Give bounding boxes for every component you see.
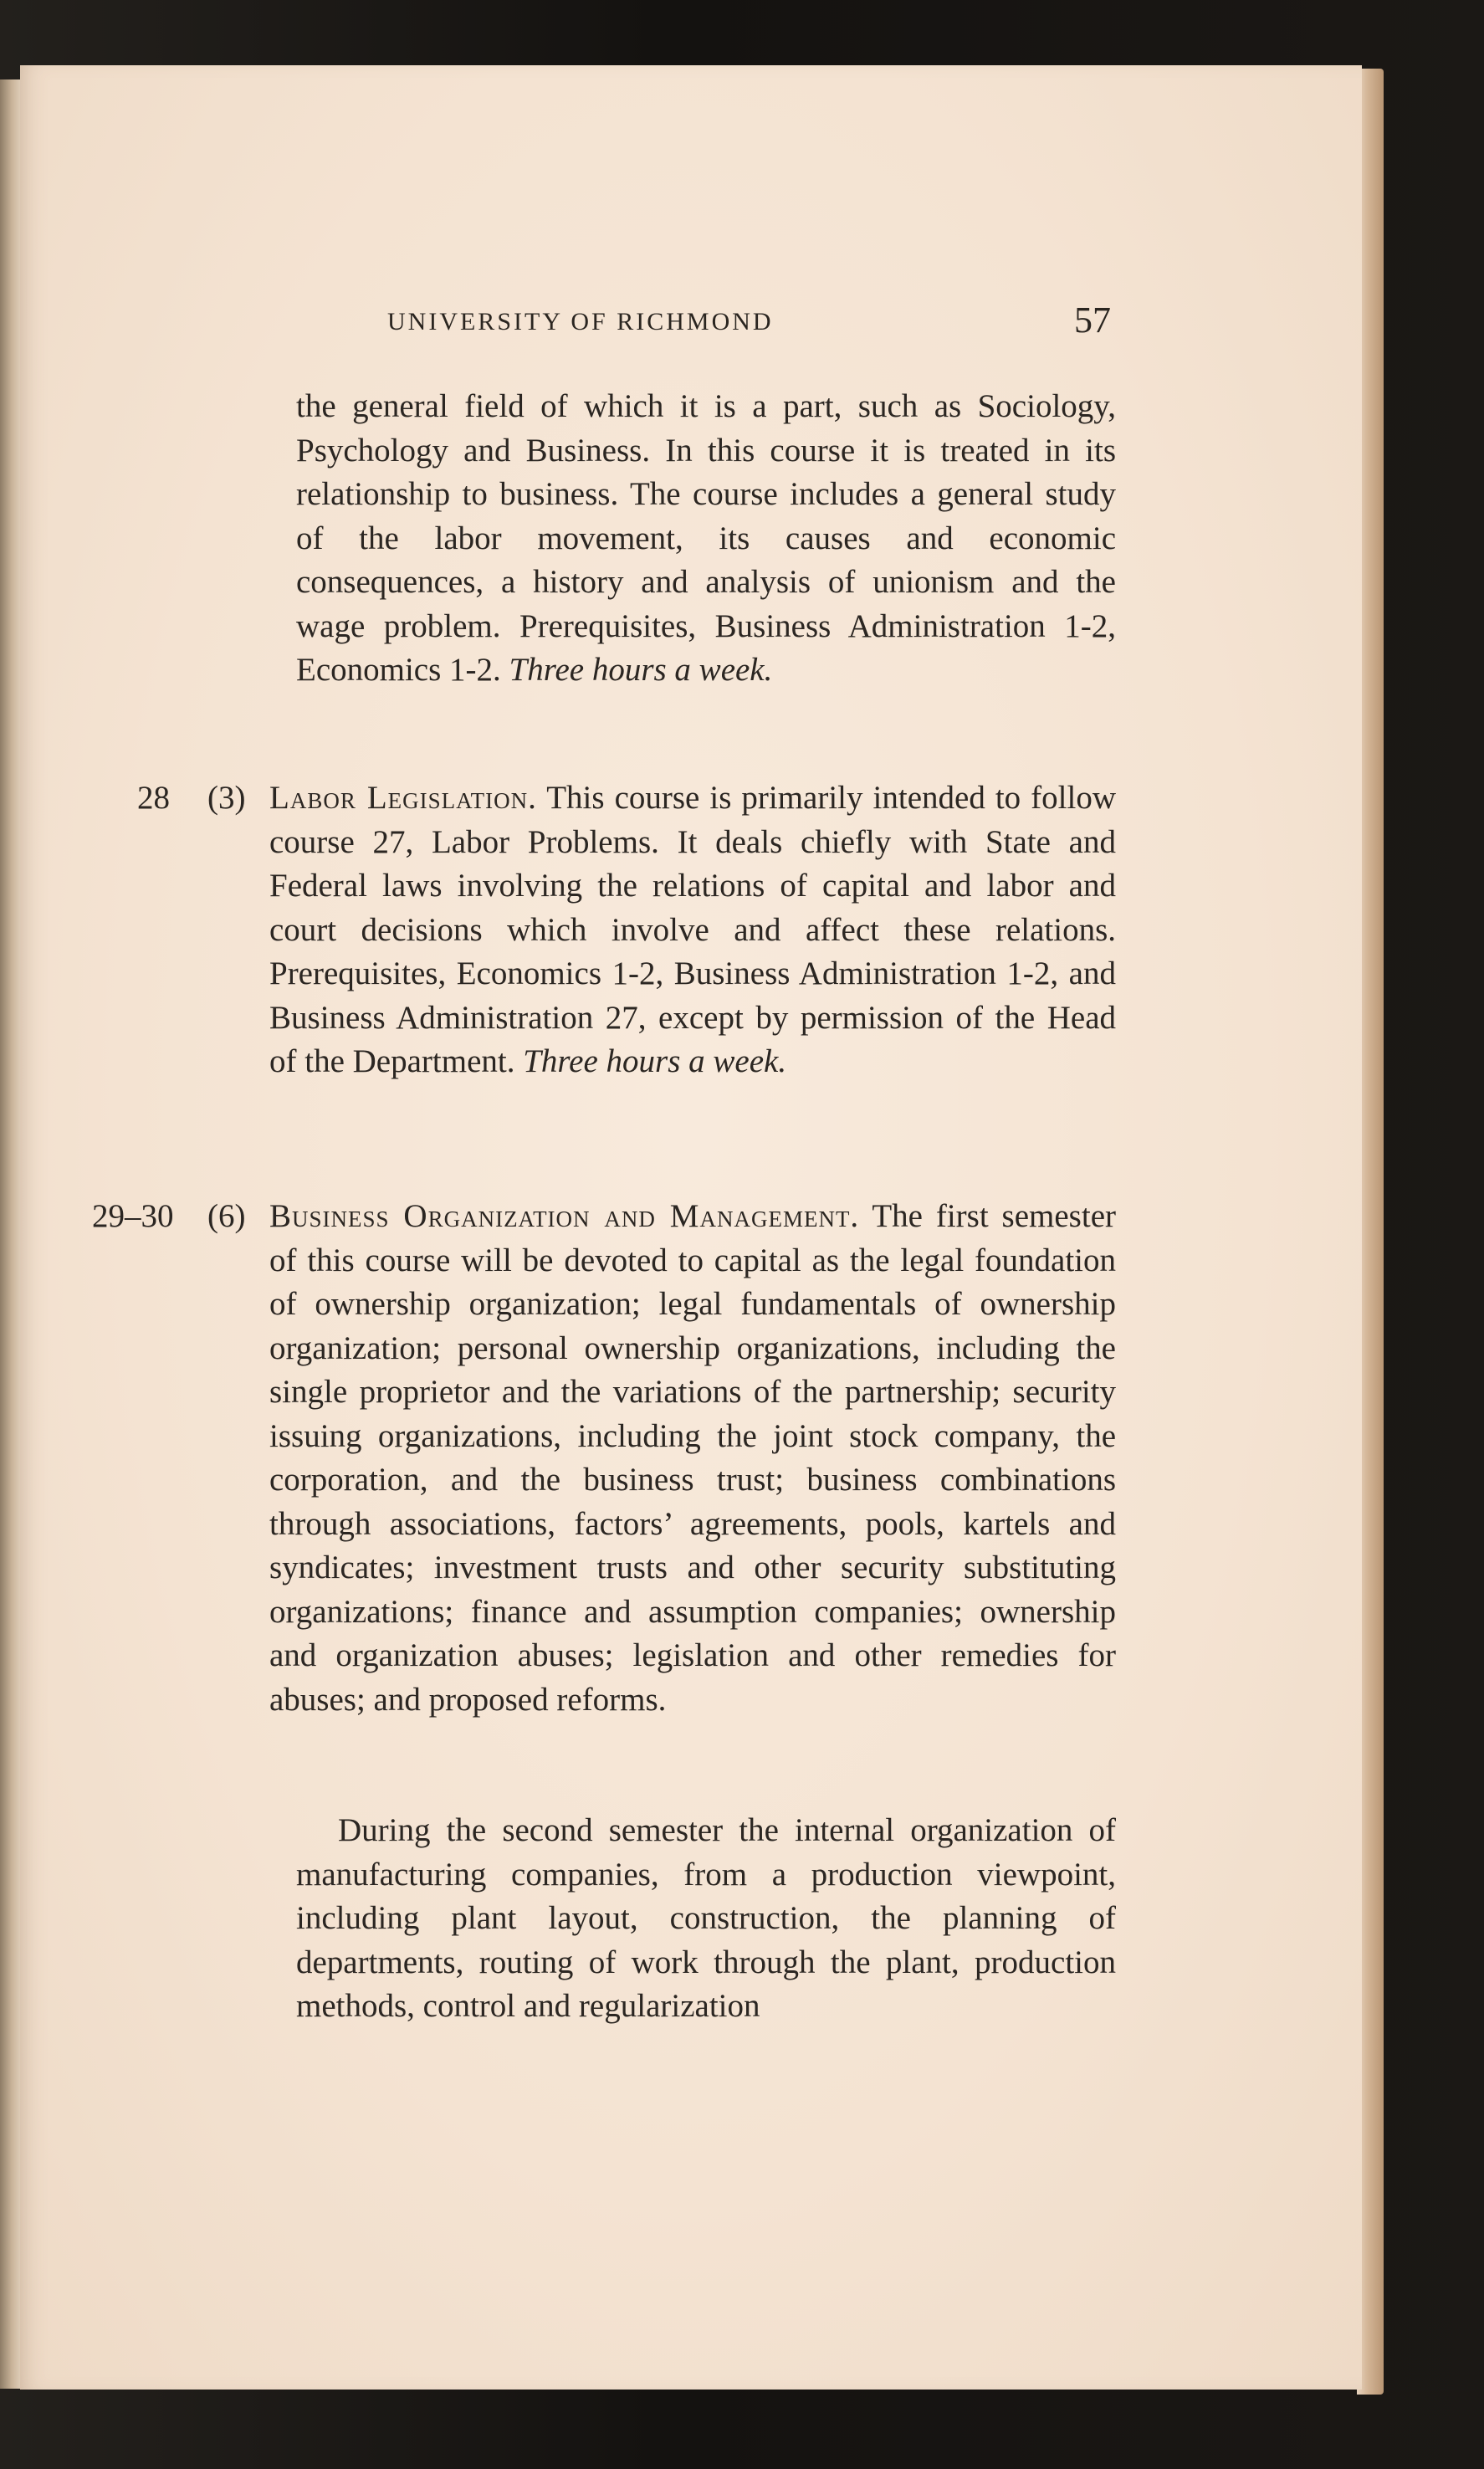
course-title: Business Organization and Management. bbox=[269, 1198, 860, 1234]
course-title: Labor Legislation. bbox=[269, 780, 537, 816]
course-credits: (3) bbox=[207, 780, 246, 816]
previous-page-edge bbox=[0, 79, 22, 2389]
continuation-text: the general field of which it is a part, such as Sociology, Psychology and Business. In this course it is treated in its relationship to business. The course includes a general study of the labor movement, its causes and economic consequences, a history and analysis of unionism and the wage problem. Prerequisites, Business Administration 1-2, Economics 1-2. bbox=[296, 388, 1116, 688]
course-description: This course is primarily intended to follow course 27, Labor Problems. It deals chiefly with State and Federal laws involving the relations of capital and labor and court decisions which involve and affect these relations. Prerequisites, Economics 1-2, Business Administration 1-2, and Business Administration 27, except by permission of the Head of the Department. bbox=[269, 780, 1116, 1079]
course-second-paragraph bbox=[296, 1809, 1116, 2029]
running-head: UNIVERSITY OF RICHMOND bbox=[387, 308, 774, 336]
page-number: 57 bbox=[1074, 300, 1111, 341]
course-number: 28 bbox=[137, 780, 170, 816]
continuation-paragraph bbox=[296, 385, 1116, 693]
course-number: 29–30 bbox=[92, 1198, 174, 1234]
course-hours: Three hours a week. bbox=[523, 1043, 787, 1079]
course-body bbox=[269, 776, 1116, 1084]
course-description: The first semester of this course will be devoted to capital as the legal foundation of ownership organization; legal fundamentals of ownership organization; personal ownership organizations, including the single proprietor and the variations of the partnership; security issuing organizations, including the joint stock company, the corporation, and the business trust; business combinations through associations, factors’ agreements, pools, kartels and syndicates; investment trusts and other security substituting organizations; finance and assumption companies; ownership and organization abuses; legislation and other remedies for abuses; and proposed reforms. bbox=[269, 1198, 1116, 1718]
continuation-hours: Three hours a week. bbox=[509, 652, 773, 688]
course-credits: (6) bbox=[207, 1198, 246, 1234]
course-second-paragraph-text: During the second semester the internal organization of manufacturing companies, from a production viewpoint, including plant layout, construction, the planning of departments, routing of work through the plant, production methods, control and regularization bbox=[296, 1812, 1116, 2024]
course-body bbox=[269, 1195, 1116, 1722]
